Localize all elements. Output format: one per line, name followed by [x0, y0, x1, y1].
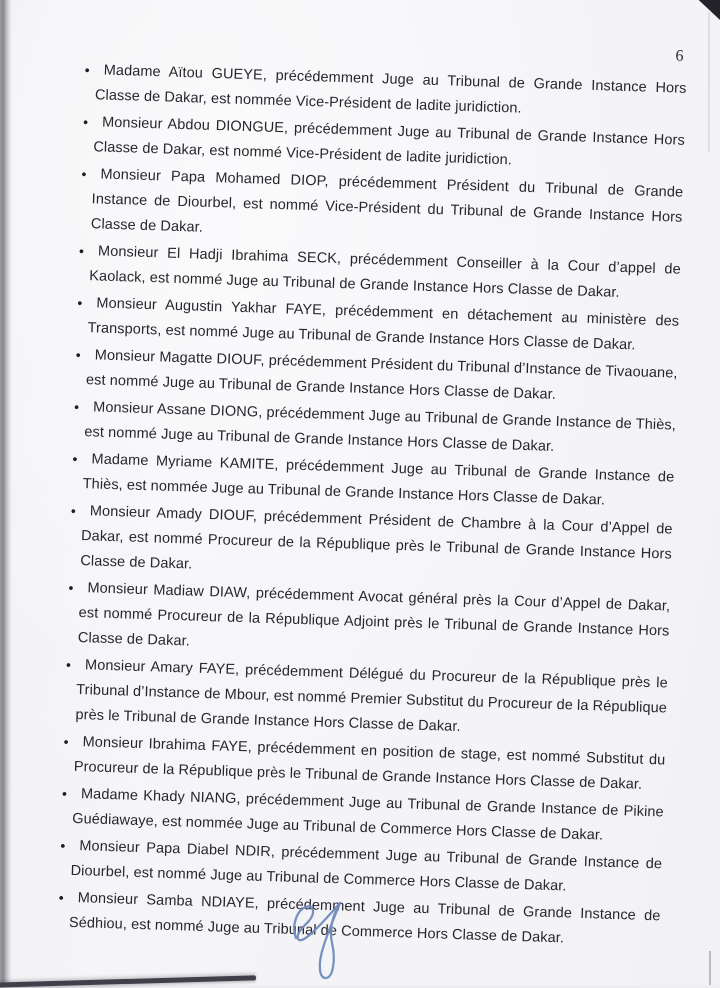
bullet-icon: • [68, 579, 74, 596]
page-number: 6 [675, 47, 684, 65]
appointment-text: Monsieur Amary FAYE, précédemment Délégué du Procureur de la République près le Tribunal d’Instance de Mbour, est nommé Premier Substitut du Procureur de la République près le Tribunal de Grande Instance Hors Classe de Dakar. [75, 657, 669, 736]
appointment-text: Monsieur Papa Mohamed DIOP, précédemment Président du Tribunal de Grande Instance de Diourbel, est nommé Vice-Président du Tribunal de Grande Instance Hors Classe de Dakar. [90, 166, 684, 236]
page-content [59, 30, 687, 956]
appointment-text: Madame Khady NIANG, précédemment Juge au Tribunal de Grande Instance de Pikine Guédiawaye, est nommée Juge au Tribunal de Commerce Hors Classe de Dakar. [71, 786, 664, 844]
bullet-icon: • [58, 889, 65, 906]
left-scan-edge-shadow [0, 0, 12, 985]
appointment-text: Monsieur Amady DIOUF, précédemment Président de Chambre à la Cour d’Appel de Dakar, est nommé Procureur de la République près le Tribunal de Grande Instance Hors Classe de Dakar. [80, 503, 673, 573]
right-page-edge-line [708, 12, 710, 152]
bullet-icon: • [81, 165, 87, 183]
bullet-icon: • [73, 398, 80, 415]
bullet-icon: • [82, 113, 89, 131]
bullet-icon: • [70, 502, 77, 519]
appointment-text: Monsieur Madiaw DIAW, précédemment Avocat général près la Cour d’Appel de Dakar, est nommé Procureur de la République Adjoint près le Tribunal de Grande Instance Hors Classe de Dakar. [77, 580, 671, 650]
appointment-text: Monsieur Assane DIONG, précédemment Juge au Tribunal de Grande Instance de Thiès, est nommé Juge au Tribunal de Grande Instance Hors Classe de Dakar. [84, 399, 677, 455]
top-right-corner-shadow [694, 0, 720, 20]
appointment-text: Madame Aïtou GUEYE, précédemment Juge au Tribunal de Grande Instance Hors Classe de Dakar, est nommée Vice-Président de ladite juridiction. [94, 62, 687, 117]
appointments-list [60, 58, 687, 954]
appointment-text: Monsieur Ibrahima FAYE, précédemment en position de stage, est nommé Substitut du Procureur de la République près le Tribunal de Grande Instance Hors Classe de Dakar. [73, 734, 666, 793]
bullet-icon: • [84, 61, 91, 79]
appointment-text: Monsieur Samba NDIAYE, précédemment Juge au Tribunal de Grande Instance de Sédhiou, est nommé Juge au Tribunal de Commerce Hors Classe de Dakar. [68, 890, 661, 947]
bullet-icon: • [61, 785, 68, 802]
bullet-icon: • [63, 733, 69, 750]
bottom-right-page-edge-line [709, 951, 711, 985]
appointment-text: Monsieur Augustin Yakhar FAYE, précédemment en détachement au ministère des Transports, est nommé Juge au Tribunal de Grande Instance Hors Classe de Dakar. [87, 295, 680, 354]
appointment-text: Madame Myriame KAMITE, précédemment Juge au Tribunal de Grande Instance de Thiès, est nommée Juge au Tribunal de Grande Instance Hors Classe de Dakar. [82, 451, 675, 509]
appointment-text: Monsieur Papa Diabel NDIR, précédemment Juge au Tribunal de Grande Instance de Diourbel, est nommé Juge au Tribunal de Commerce Hors Classe de Dakar. [70, 838, 663, 895]
bullet-icon: • [72, 450, 78, 467]
bullet-icon: • [77, 294, 83, 311]
bullet-icon: • [60, 837, 66, 854]
signature-mark [288, 896, 366, 984]
appointment-text: Monsieur Magatte DIOUF, précédemment Président du Tribunal d’Instance de Tivaouane, est nommé Juge au Tribunal de Grande Instance Hors Classe de Dakar. [85, 347, 678, 403]
bullet-icon: • [65, 656, 72, 673]
bullet-icon: • [75, 346, 82, 363]
bottom-left-page-edge-shadow [0, 975, 256, 987]
appointment-text: Monsieur El Hadji Ibrahima SECK, précédemment Conseiller à la Cour d’appel de Kaolack, est nommé Juge au Tribunal de Grande Instance Hors Classe de Dakar. [89, 243, 682, 301]
bullet-icon: • [78, 242, 85, 259]
appointment-text: Monsieur Abdou DIONGUE, précédemment Juge au Tribunal de Grande Instance Hors Classe de Dakar, est nommé Vice-Président de ladite juridiction. [93, 114, 686, 169]
